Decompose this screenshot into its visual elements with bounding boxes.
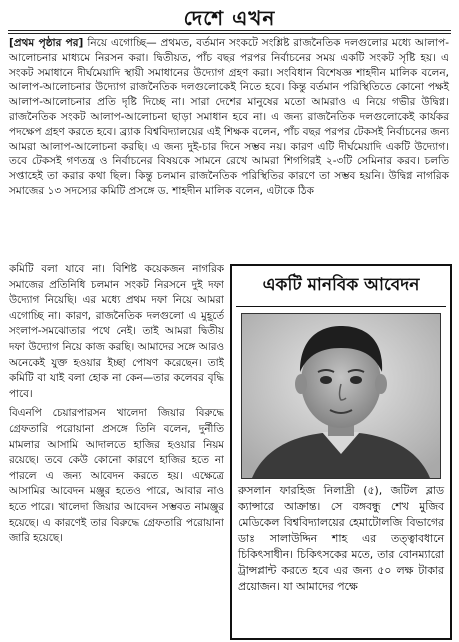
article-paragraph: বিএনপি চেয়ারপারসন খালেদা জিয়ার বিরুদ্ধে গ্রেফতারি পরোয়ানা প্রসঙ্গে তিনি বলেন, দুর্নীতি মামলার আসামি আদালতে হাজির হওয়ার নিয়ম রয়েছে। তবে কেউ কোনো কারণে হাজির হতে না পারলে এ জন্য আবেদন করতে হয়। এক্ষেত্রে আসামির আবেদন মঞ্জুর হতেও পারে, আবার নাও হতে পারে। খালেদা জিয়ার আবেদন সম্ভবত নামঞ্জুর হয়েছে। এ কারণেই তার বিরুদ্ধে গ্রেফতারি পরোয়ানা জারি হয়েছে। [9, 407, 224, 545]
lead-paragraph: নিয়ে এগোচ্ছি— প্রথমত, বর্তমান সংকটে সংশ্লিষ্ট রাজনৈতিক দলগুলোর মধ্যে আলাপ-আলোচনার মাধ্যমে নিরসন করা। দ্বিতীয়ত, পাঁচ বছর পরপর নির্বাচনের সময় একটি সংকট সৃষ্টি হয়। এ সংকট সমাধানে দীর্ঘমেয়াদি স্থায়ী সমাধানের উদ্যোগ গ্রহণ করা। সংবিধান বিশেষজ্ঞ শাহদীন মালিক বলেন, আলাপ-আলোচনার উদ্যোগ রাজনৈতিক দলগুলোকেই নিতে হবে। কিন্তু বর্তমান পরিস্থিতিতে কোনো পক্ষই আলাপ-আলোচনার প্রতি দৃষ্টি দিচ্ছে না। সারা দেশের মানুষের মতো আমরাও এ নিয়ে গভীর উদ্বিগ্ন। রাজনৈতিক সংকট আলাপ-আলোচনা ছাড়া সমাধান হবে না। এ জন্য রাজনৈতিক দলগুলোকেই কার্যকর পদক্ষেপ গ্রহণ করতে হবে। ব্র্যাক বিশ্ববিদ্যালয়ের এই শিক্ষক বলেন, পাঁচ বছর পরপর টেকসই নির্বাচনের জন্য আমরা আলাপ-আলোচনা করছি। এ জন্য দুই-চার দিনে সম্ভব নয়। কারণ এটি দীর্ঘমেয়াদি একটি উদ্যোগ। তবে টেকসই গণতন্ত্র ও নির্বাচনের বিষয়কে সামনে রেখে আমরা শিগগিরই ২-৩টি সেমিনার করব। চলতি সপ্তাহেই তা করার কথা ছিল। কিন্তু চলমান রাজনৈতিক পরিস্থিতির কারণে তা সম্ভব হয়নি। উদ্বিগ্ন নাগরিক সমাজের ১৩ সদস্যের কমিটি প্রসঙ্গে ড. শাহদীন মালিক বলেন, এটাকে ঠিক [9, 37, 449, 197]
appeal-title: একটি মানবিক আবেদন [236, 266, 446, 307]
appeal-caption: রুসলান ফারহিজ নিলাদ্রী (৫), জটিল ব্লাড ক্যান্সারে আক্রান্ত। সে বঙ্গবন্ধু শেখ মুজিব মেডিকেল বিশ্ববিদ্যালয়ের হেমাটোলজি বিভাগের ডাঃ সালাউদ্দিন শাহ এর তত্ত্বাবধানে চিকিৎসাধীন। চিকিৎসকের মতে, তার বোনম্যারো ট্রান্সপ্লান্ট করতে হবে এর জন্য ৫০ লক্ষ টাকার প্রয়োজন। যা আমাদের পক্ষে [238, 484, 444, 593]
lead-article-text [9, 36, 449, 199]
section-headline: দেশে এখন [183, 6, 276, 30]
article-paragraph: কমিটি বলা যাবে না। বিশিষ্ট কয়েকজন নাগরিক সমাজের প্রতিনিধি চলমান সংকট নিরসনে দুই দফা উদ্যোগ নিয়েছি। এর মধ্যে প্রথম দফা নিয়ে আমরা এগোচ্ছি না। কারণ, রাজনৈতিক দলগুলো এ মুহূর্তে সংলাপ-সমঝোতার পথে নেই। তাই আমরা দ্বিতীয় দফা উদ্যোগ নিয়ে কাজ করছি। আমাদের সঙ্গে আরও অনেকেই যুক্ত হওয়ার ইচ্ছা পোষণ করেছেন। তাই কমিটি বা যাই বলা হোক না কেন—তার কলেবর বৃদ্ধি পাবে। [9, 263, 224, 400]
child-portrait-photo [241, 313, 441, 479]
humanitarian-appeal-box [230, 264, 452, 640]
article-left-column [9, 262, 224, 640]
continued-from-tag: [প্রথম পৃষ্ঠার পর] [9, 37, 84, 49]
headline-divider [8, 30, 451, 31]
headline-divider-lower [8, 33, 451, 34]
child-portrait-image [242, 314, 440, 478]
